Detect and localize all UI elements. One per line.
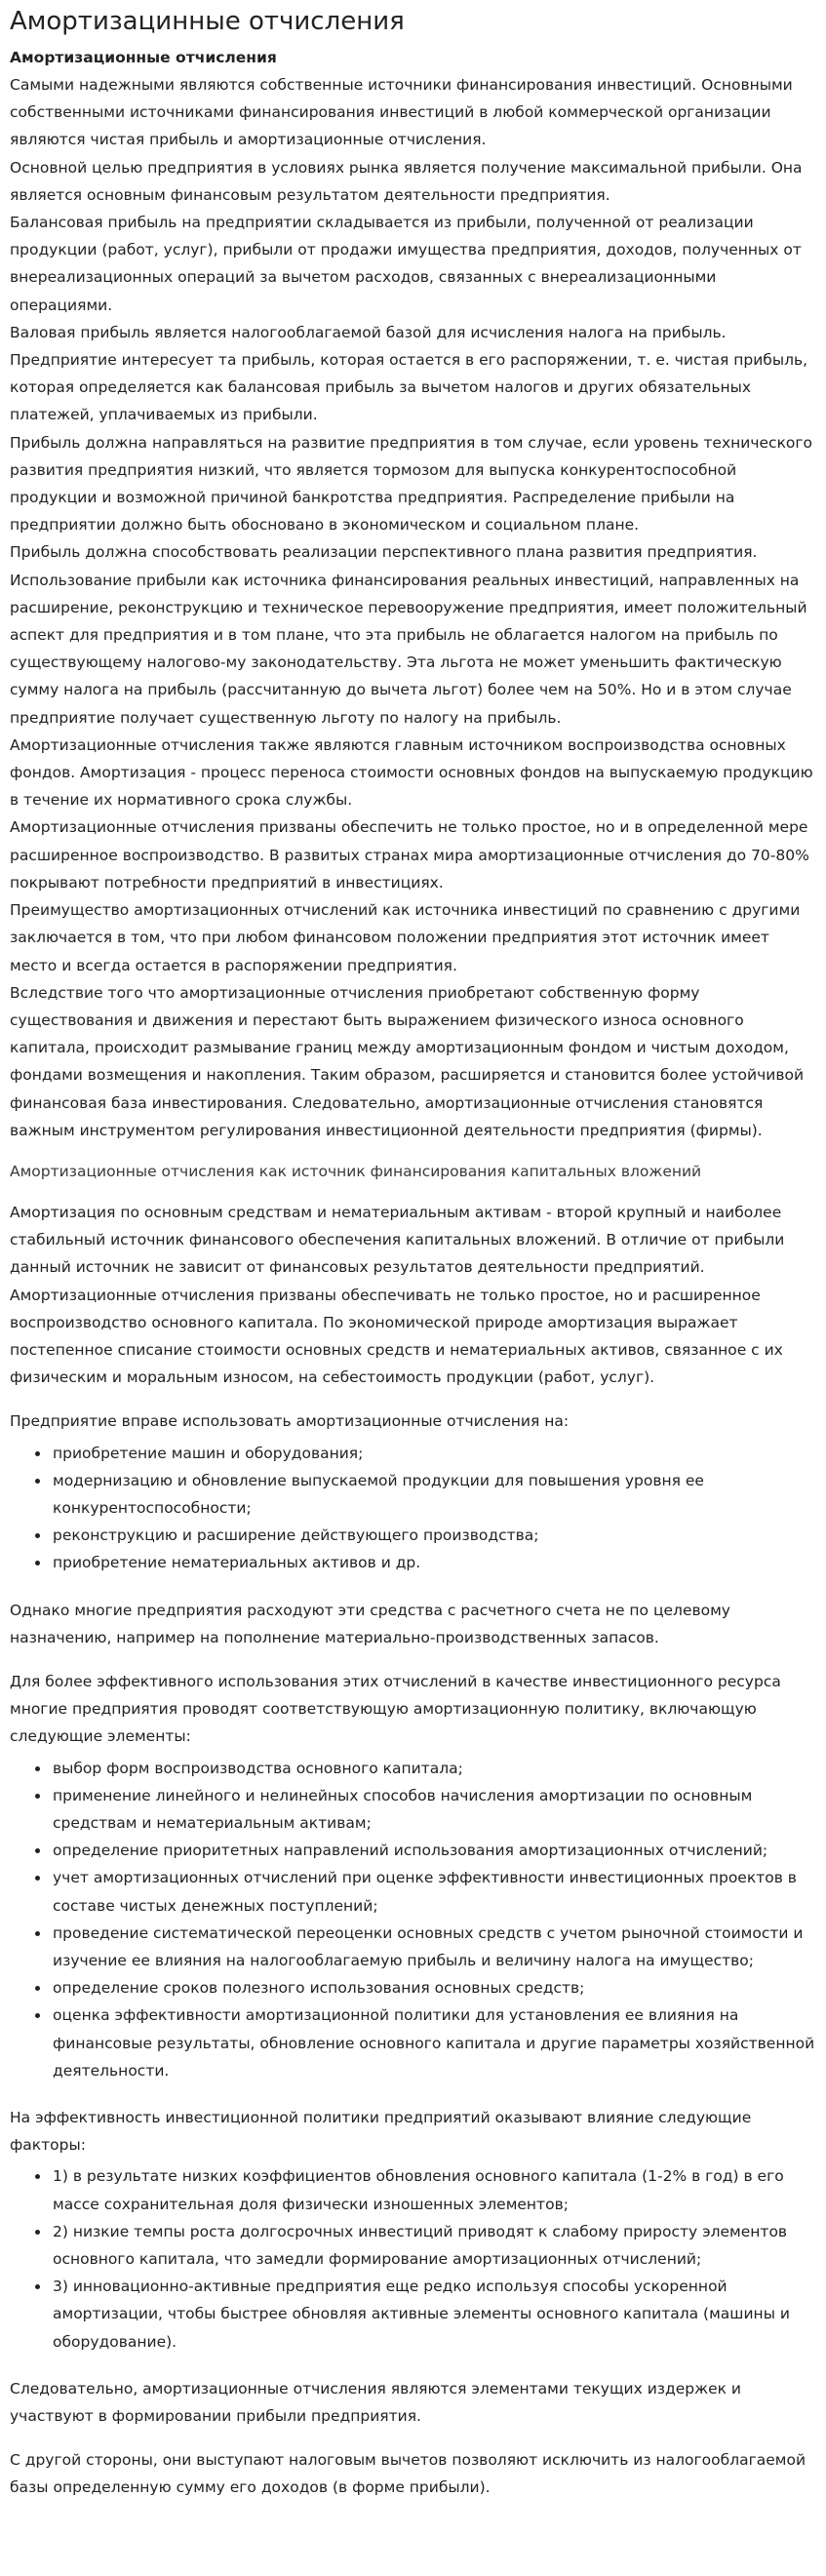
list-item: • 3) инновационно-активные предприятия еще редко используя способы ускоренной амортизации, чтобы быстрее обновляя активные элементы основного капитала (машины и оборудование). [51, 2273, 816, 2356]
intro-paragraph-4: Валовая прибыль является налогооблагаемой базой для исчисления налога на прибыль. Предприятие интересует та прибыль, которая остается в его распоряжении, т. е. чистая прибыль, которая определяется как балансовая прибыль за вычетом налогов и других обязательных платежей, уплачиваемых из прибыли. [10, 323, 808, 424]
intro-paragraph-1: Самыми надежными являются собственные источники финансирования инвестиций. Основными собственными источниками финансирования инвестиций в любой коммерческой организации являются чистая прибыль и амортизационные отчисления. [10, 76, 793, 149]
list-item: • приобретение машин и оборудования; [51, 1440, 816, 1467]
intro-section [10, 71, 816, 1144]
list-item: • реконструкцию и расширение действующего производства; [51, 1522, 816, 1549]
intro-paragraph-3: Балансовая прибыль на предприятии складывается из прибыли, полученной от реализации продукции (работ, услуг), прибыли от продажи имущества предприятия, доходов, полученных от внереализационных операций за вычетом расходов, связанных с внереализационными операциями. [10, 214, 802, 314]
intro-paragraph-6: Прибыль должна способствовать реализации перспективного плана развития предприятия. Использование прибыли как источника финансирования реальных инвестиций, направленных на расширение, реконструкцию и техническое перевооружение предприятия, имеет положительный аспект для предприятия и в том плане, что эта прибыль не облагается налогом на прибыль по существующему налогово-му законодательству. Эта льгота не может уменьшить фактическую сумму налога на прибыль (рассчитанную до вычета льгот) более чем на 50%. Но и в этом случае предприятие получает существенную льготу по налогу на прибыль. [10, 543, 807, 727]
list-item: • приобретение нематериальных активов и др. [51, 1549, 816, 1576]
list-item: • выбор форм воспроизводства основного капитала; [51, 1755, 816, 1782]
intro-paragraph-2: Основной целью предприятия в условиях рынка является получение максимальной прибыли. Она является основным финансовым результатом деятельности предприятия. [10, 158, 803, 204]
list-item: • 1) в результате низких коэффициентов обновления основного капитала (1-2% в год) в его массе сохранительная доля физически изношенных элементов; [51, 2162, 816, 2217]
list-item: • учет амортизационных отчислений при оценке эффективности инвестиционных проектов в составе чистых денежных поступлений; [51, 1864, 816, 1919]
list-item: • оценка эффективности амортизационной политики для установления ее влияния на финансовые результаты, обновление основного капитала и другие параметры хозяйственной деятельности. [51, 2001, 816, 2084]
list-item: • определение сроков полезного использования основных средств; [51, 1974, 816, 2001]
list-item: • применение линейного и нелинейных способов начисления амортизации по основным средствам и нематериальным активам; [51, 1782, 816, 1837]
article-subheading: Амортизационные отчисления [10, 49, 277, 66]
intro-paragraph-5: Прибыль должна направляться на развитие предприятия в том случае, если уровень технического развития предприятия низкий, что является тормозом для выпуска конкурентоспособной продукции и возможной причиной банкротства предприятия. Распределение прибыли на предприятии должно быть обосновано в экономическом и социальном плане. [10, 433, 813, 535]
factors-intro: На эффективность инвестиционной политики предприятий оказывают влияние следующие факторы: [10, 2109, 752, 2155]
list-item: • 2) низкие темпы роста долгосрочных инвестиций приводят к слабому приросту элементов основного капитала, что замедли формирование амортизационных отчислений; [51, 2218, 816, 2273]
usage-intro: Предприятие вправе использовать амортизационные отчисления на: [10, 1412, 570, 1431]
policy-intro: Для более эффективного использования этих отчислений в качестве инвестиционного ресурса многие предприятия проводят соответствующую амортизационную политику, включающую следующие элементы: [10, 1672, 781, 1746]
intro-paragraph-8: Амортизационные отчисления призваны обеспечить не только простое, но и в определенной мере расширенное воспроизводство. В развитых странах мира амортизационные отчисления до 70-80% покрывают потребности предприятий в инвестициях. [10, 818, 809, 892]
conclusion-paragraph-2: С другой стороны, они выступают налоговым вычетов позволяют исключить из налогооблагаемой базы определенную сумму его доходов (в форме прибыли). [10, 2451, 806, 2497]
intro-paragraph-7: Амортизационные отчисления также являются главным источником воспроизводства основных фондов. Амортизация - процесс переноса стоимости основных фондов на выпускаемую продукцию в течение их нормативного срока службы. [10, 735, 813, 810]
list-item: • модернизацию и обновление выпускаемой продукции для повышения уровня ее конкурентоспособности; [51, 1467, 816, 1522]
list-item: • определение приоритетных направлений использования амортизационных отчислений; [51, 1837, 816, 1864]
conclusion-paragraph-1: Следовательно, амортизационные отчисления являются элементами текущих издержек и участвуют в формировании прибыли предприятия. [10, 2379, 741, 2426]
intro-paragraph-9: Преимущество амортизационных отчислений как источника инвестиций по сравнению с другими заключается в том, что при любом финансовом положении предприятия этот источник имеет место и всегда остается в распоряжении предприятия. [10, 901, 801, 974]
page-title: Амортизацинные отчисления [10, 7, 405, 36]
section-intro-paragraph: Амортизация по основным средствам и нематериальным активам - второй крупный и наиболее стабильный источник финансового обеспечения капитальных вложений. В отличие от прибыли данный источник не зависит от финансовых результатов деятельности предприятий. Амортизационные отчисления призваны обеспечивать не только простое, но и расширенное воспроизводство основного капитала. По экономической природе амортизация выражает постепенное списание стоимости основных средств и нематериальных активов, связанное с их физическим и моральным износом, на себестоимость продукции (работ, услуг). [10, 1203, 785, 1387]
misuse-paragraph: Однако многие предприятия расходуют эти средства с расчетного счета не по целевому назначению, например на пополнение материально-производственных запасов. [10, 1601, 730, 1646]
list-item: • проведение систематической переоценки основных средств с учетом рыночной стоимости и изучение ее влияния на налогооблагаемую прибыль и величину налога на имущество; [51, 1920, 816, 1974]
section-title: Амортизационные отчисления как источник финансирования капитальных вложений [10, 1162, 702, 1180]
factors-list [10, 2162, 816, 2355]
policy-list [10, 1755, 816, 2084]
intro-paragraph-10: Вследствие того что амортизационные отчисления приобретают собственную форму существования и движения и перестают быть выражением физического износа основного капитала, происходит размывание границ между амортизационным фондом и чистым доходом, фондами возмещения и накопления. Таким образом, расширяется и становится более устойчивой финансовая база инвестирования. Следовательно, амортизационные отчисления становятся важным инструментом регулирования инвестиционной деятельности предприятия (фирмы). [10, 983, 805, 1139]
usage-list [10, 1440, 816, 1577]
